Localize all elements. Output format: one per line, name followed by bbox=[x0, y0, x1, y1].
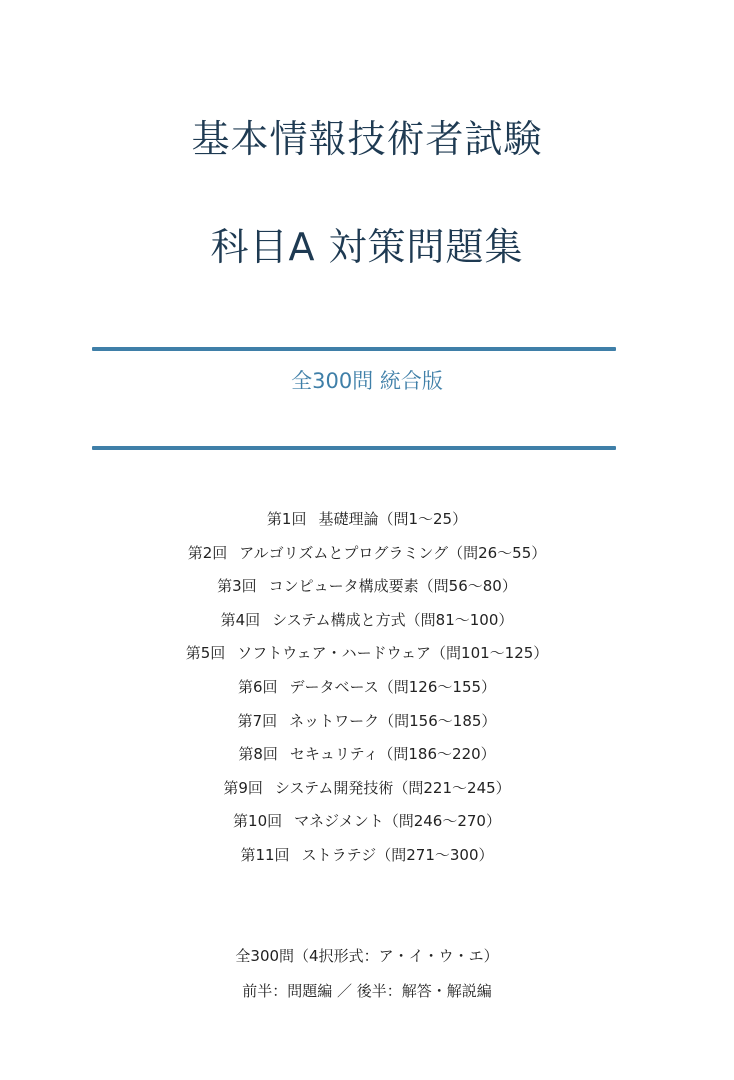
toc-item-number: 第7回 bbox=[237, 711, 278, 730]
table-of-contents bbox=[0, 508, 734, 878]
toc-item-text: ソフトウェア・ハードウェア（問101～125） bbox=[237, 644, 549, 663]
subtitle: 全300問 統合版 bbox=[291, 369, 443, 393]
toc-item bbox=[0, 575, 734, 609]
toc-item bbox=[0, 508, 734, 542]
toc-item-text: 基礎理論（問1～25） bbox=[318, 510, 468, 528]
divider-bottom bbox=[92, 446, 616, 450]
toc-item bbox=[0, 810, 734, 844]
toc-item-text: ネットワーク（問156～185） bbox=[289, 711, 497, 730]
toc-item bbox=[0, 609, 734, 643]
toc-item-text: システム開発技術（問221～245） bbox=[274, 778, 511, 797]
footer-structure-note: 前半：問題編 ／ 後半：解答・解説編 bbox=[242, 982, 492, 1000]
toc-item-number: 第9回 bbox=[223, 778, 263, 797]
toc-item bbox=[0, 642, 734, 676]
toc-item-text: コンピュータ構成要素（問56～80） bbox=[268, 577, 517, 596]
toc-item-number: 第8回 bbox=[238, 745, 278, 764]
divider-top bbox=[92, 347, 616, 351]
toc-item-number: 第11回 bbox=[240, 845, 290, 864]
toc-item-text: セキュリティ（問186～220） bbox=[289, 745, 496, 764]
toc-item bbox=[0, 844, 734, 878]
toc-item-text: ストラテジ（問271～300） bbox=[301, 845, 494, 864]
title-line-1: 基本情報技術者試験 bbox=[191, 117, 543, 161]
toc-item-number: 第1回 bbox=[266, 510, 307, 528]
toc-item-number: 第6回 bbox=[237, 677, 278, 696]
toc-item bbox=[0, 777, 734, 811]
title-line-2: 科目A 対策問題集 bbox=[210, 225, 524, 269]
toc-item bbox=[0, 542, 734, 576]
toc-item bbox=[0, 710, 734, 744]
footer-format-note: 全300問（4択形式：ア・イ・ウ・エ） bbox=[235, 947, 499, 965]
toc-item-number: 第5回 bbox=[185, 644, 226, 663]
toc-item-number: 第4回 bbox=[220, 610, 261, 629]
toc-item-number: 第3回 bbox=[217, 577, 257, 596]
toc-item-text: データベース（問126～155） bbox=[289, 677, 497, 696]
toc-item-number: 第10回 bbox=[233, 812, 283, 831]
toc-item-text: マネジメント（問246～270） bbox=[294, 812, 501, 831]
toc-item-number: 第2回 bbox=[187, 543, 228, 562]
toc-item-text: アルゴリズムとプログラミング（問26～55） bbox=[239, 543, 547, 562]
toc-item bbox=[0, 743, 734, 777]
toc-item-text: システム構成と方式（問81～100） bbox=[272, 610, 514, 629]
toc-item bbox=[0, 676, 734, 710]
